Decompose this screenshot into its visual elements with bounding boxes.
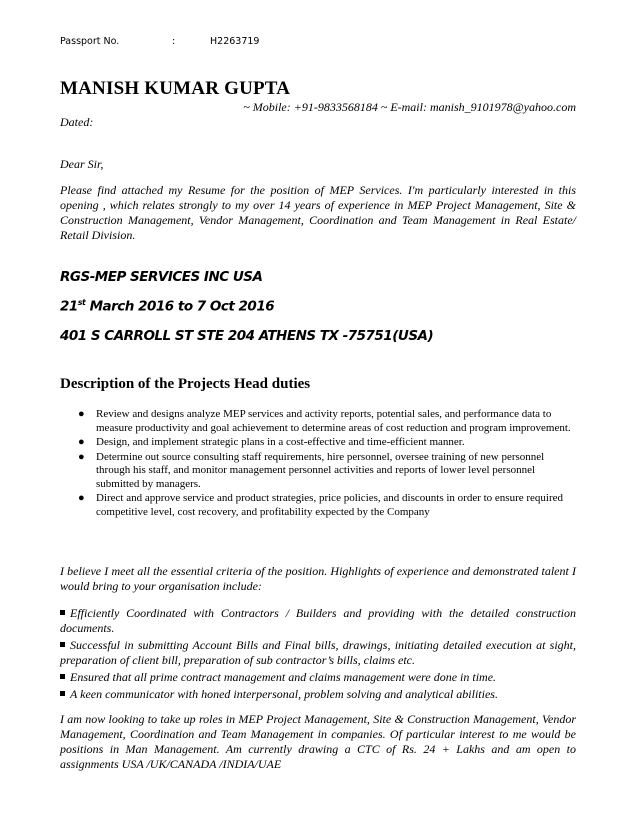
duty-text: Design, and implement strategic plans in a cost-effective and time-efficient manner. [96, 436, 465, 448]
section-title: Description of the Projects Head duties [60, 376, 311, 392]
list-item [60, 638, 576, 668]
square-bullet-icon [60, 610, 65, 615]
highlights-list [60, 606, 576, 704]
list-item [78, 492, 578, 519]
duty-text: Review and designs analyze MEP services and activity reports, potential sales, and performance data to measure productivity and goal achievement to determine areas of cost reduction and program improvement. [96, 408, 571, 434]
bullet-icon: ● [78, 408, 85, 420]
square-bullet-icon [60, 674, 65, 679]
duty-text: Direct and approve service and product strategies, price policies, and discounts in order to ensure required competitive level, cost recovery, and profitability expected by the Company [96, 492, 564, 518]
company-address: 401 S CARROLL ST STE 204 ATHENS TX -75751(USA) [60, 328, 434, 344]
square-bullet-icon [60, 642, 65, 647]
applicant-name: MANISH KUMAR GUPTA [60, 78, 291, 99]
closing-paragraph: I am now looking to take up roles in MEP Project Management, Site & Construction Management, Vendor Management, Coordination and Team Management in companies. Of particular interest to me would be positions in Man Management. Am currently drawing a CTC of Rs. 24 + Lakhs and am open to assignments USA /UK/CANADA /INDIA/UAE [60, 712, 576, 771]
dated-label: Dated: [60, 115, 94, 129]
period-rest: March 2016 to 7 Oct 2016 [85, 298, 275, 315]
duties-list [78, 408, 578, 520]
bullet-icon: ● [78, 492, 85, 504]
belief-paragraph: I believe I meet all the essential criteria of the position. Highlights of experience and demonstrated talent I would bring to your organisation include: [60, 564, 576, 593]
period-day: 21 [60, 298, 78, 315]
passport-separator: : [172, 36, 176, 47]
list-item [78, 436, 578, 450]
contact-line: ~ Mobile: +91-9833568184 ~ E-mail: manish_9101978@yahoo.com [243, 100, 576, 114]
list-item [78, 408, 578, 435]
company-name: RGS-MEP SERVICES INC USA [60, 269, 263, 285]
company-period [60, 298, 274, 315]
highlight-text: Successful in submitting Account Bills and Final bills, drawings, initiating detailed execution at sight, preparation of client bill, preparation of sub contractor’s bills, claims etc. [60, 638, 576, 667]
list-item [60, 670, 576, 685]
list-item [60, 606, 576, 636]
intro-paragraph: Please find attached my Resume for the position of MEP Services. I'm particularly interested in this opening , which relates strongly to my over 14 years of experience in MEP Project Management, Site & Construction Management, Vendor Management, Coordination and Team Management in Real Estate/ Retail Division. [60, 183, 576, 242]
passport-label: Passport No. [60, 36, 120, 47]
list-item [60, 687, 576, 702]
period-day-suffix: st [77, 298, 86, 307]
list-item [78, 451, 578, 492]
passport-number: H2263719 [210, 36, 260, 47]
highlight-text: A keen communicator with honed interpersonal, problem solving and analytical abilities. [70, 687, 498, 701]
highlight-text: Efficiently Coordinated with Contractors / Builders and providing with the detailed construction documents. [60, 606, 576, 635]
square-bullet-icon [60, 691, 65, 696]
bullet-icon: ● [78, 450, 85, 463]
highlight-text: Ensured that all prime contract management and claims management were done in time. [70, 670, 497, 684]
salutation: Dear Sir, [60, 157, 104, 171]
duty-text: Determine out source consulting staff requirements, hire personnel, oversee training of new personnel through his staff, and monitor management personnel activities and reports of lower level personnel submitted by managers. [96, 450, 545, 490]
bullet-icon: ● [78, 436, 85, 448]
